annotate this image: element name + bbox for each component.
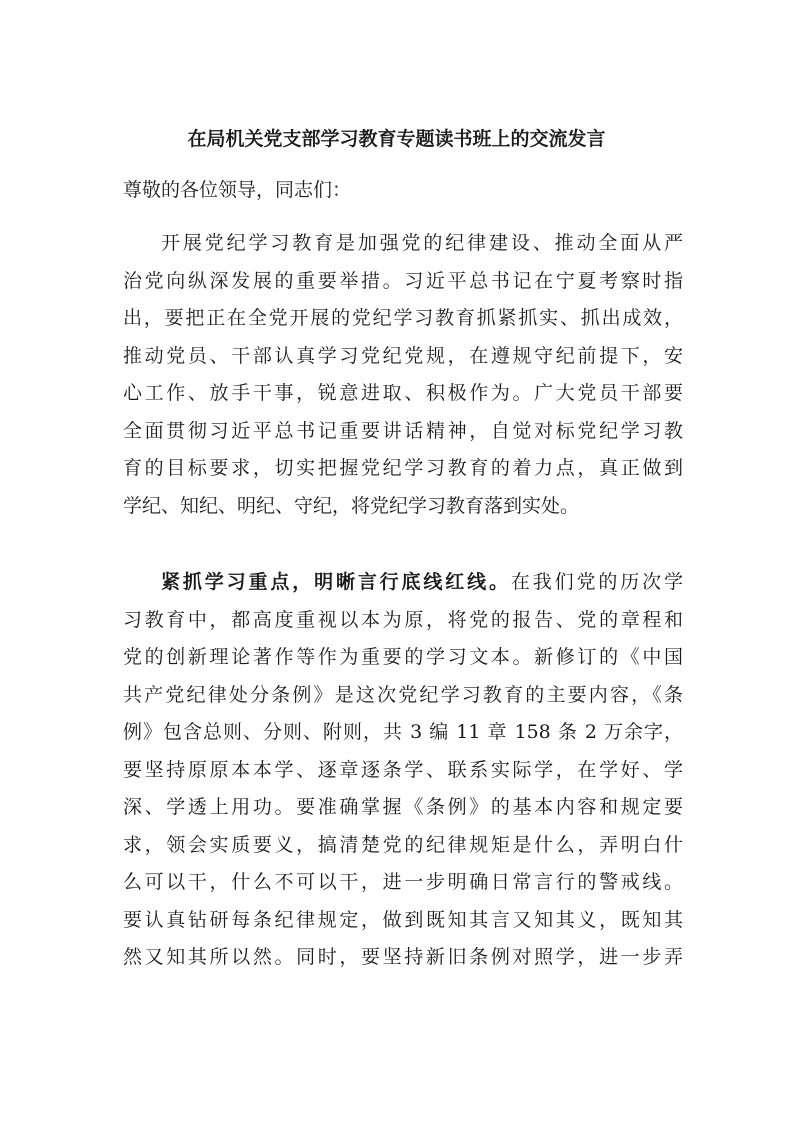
heading-line-rest: 在我们党的历次学 [510,571,683,593]
paragraph-1 [123,225,683,525]
paragraph-line: 么可以干，什么不可以干，进一步明确日常言行的警戒线。 [123,871,683,893]
paragraph-line: 学纪、知纪、明纪、守纪，将党纪学习教育落到实处。 [123,494,580,517]
paragraph-line: 出，要把正在全党开展的党纪学习教育抓紧抓实、抓出成效， [123,307,683,329]
paragraph-first-line [123,564,683,602]
paragraph-line: 要认真钻研每条纪律规定，做到既知其言又知其义，既知其 [123,908,683,931]
greeting: 尊敬的各位领导，同志们： [123,179,352,201]
paragraph-line: 要坚持原原本本学、逐章逐条学、联系实际学，在学好、学 [123,758,683,781]
paragraph-line: 深、学透上用功。要准确掌握《条例》的基本内容和规定要 [123,796,683,818]
paragraph-line: 推动党员、干部认真学习党纪党规，在遵规守纪前提下，安 [123,344,683,367]
paragraph-line: 然又知其所以然。同时，要坚持新旧条例对照学，进一步弄 [123,946,683,968]
paragraph-line: 共产党纪律处分条例》是这次党纪学习教育的主要内容，《条 [123,683,683,706]
paragraph-line: 党的创新理论著作等作为重要的学习文本。新修订的《中国 [123,646,683,668]
paragraph-2 [123,564,683,977]
document-title: 在局机关党支部学习教育专题读书班上的交流发言 [187,128,606,150]
paragraph-line: 求，领会实质要义，搞清楚党的纪律规矩是什么，弄明白什 [123,833,683,856]
section-heading: 紧抓学习重点，明晰言行底线红线。 [161,571,511,593]
paragraph-line: 全面贯彻习近平总书记重要讲话精神，自觉对标党纪学习教 [123,419,683,442]
paragraph-line: 习教育中，都高度重视以本为原，将党的报告、党的章程和 [123,608,683,631]
paragraph-line: 治党向纵深发展的重要举措。习近平总书记在宁夏考察时指 [123,269,683,292]
paragraph-line: 开展党纪学习教育是加强党的纪律建设、推动全面从严 [161,232,683,254]
paragraph-line: 育的目标要求，切实把握党纪学习教育的着力点，真正做到 [123,457,683,479]
paragraph-line: 心工作、放手干事，锐意进取、积极作为。广大党员干部要 [123,382,683,404]
paragraph-line: 例》包含总则、分则、附则，共 3 编 11 章 158 条 2 万余字， [123,721,683,743]
